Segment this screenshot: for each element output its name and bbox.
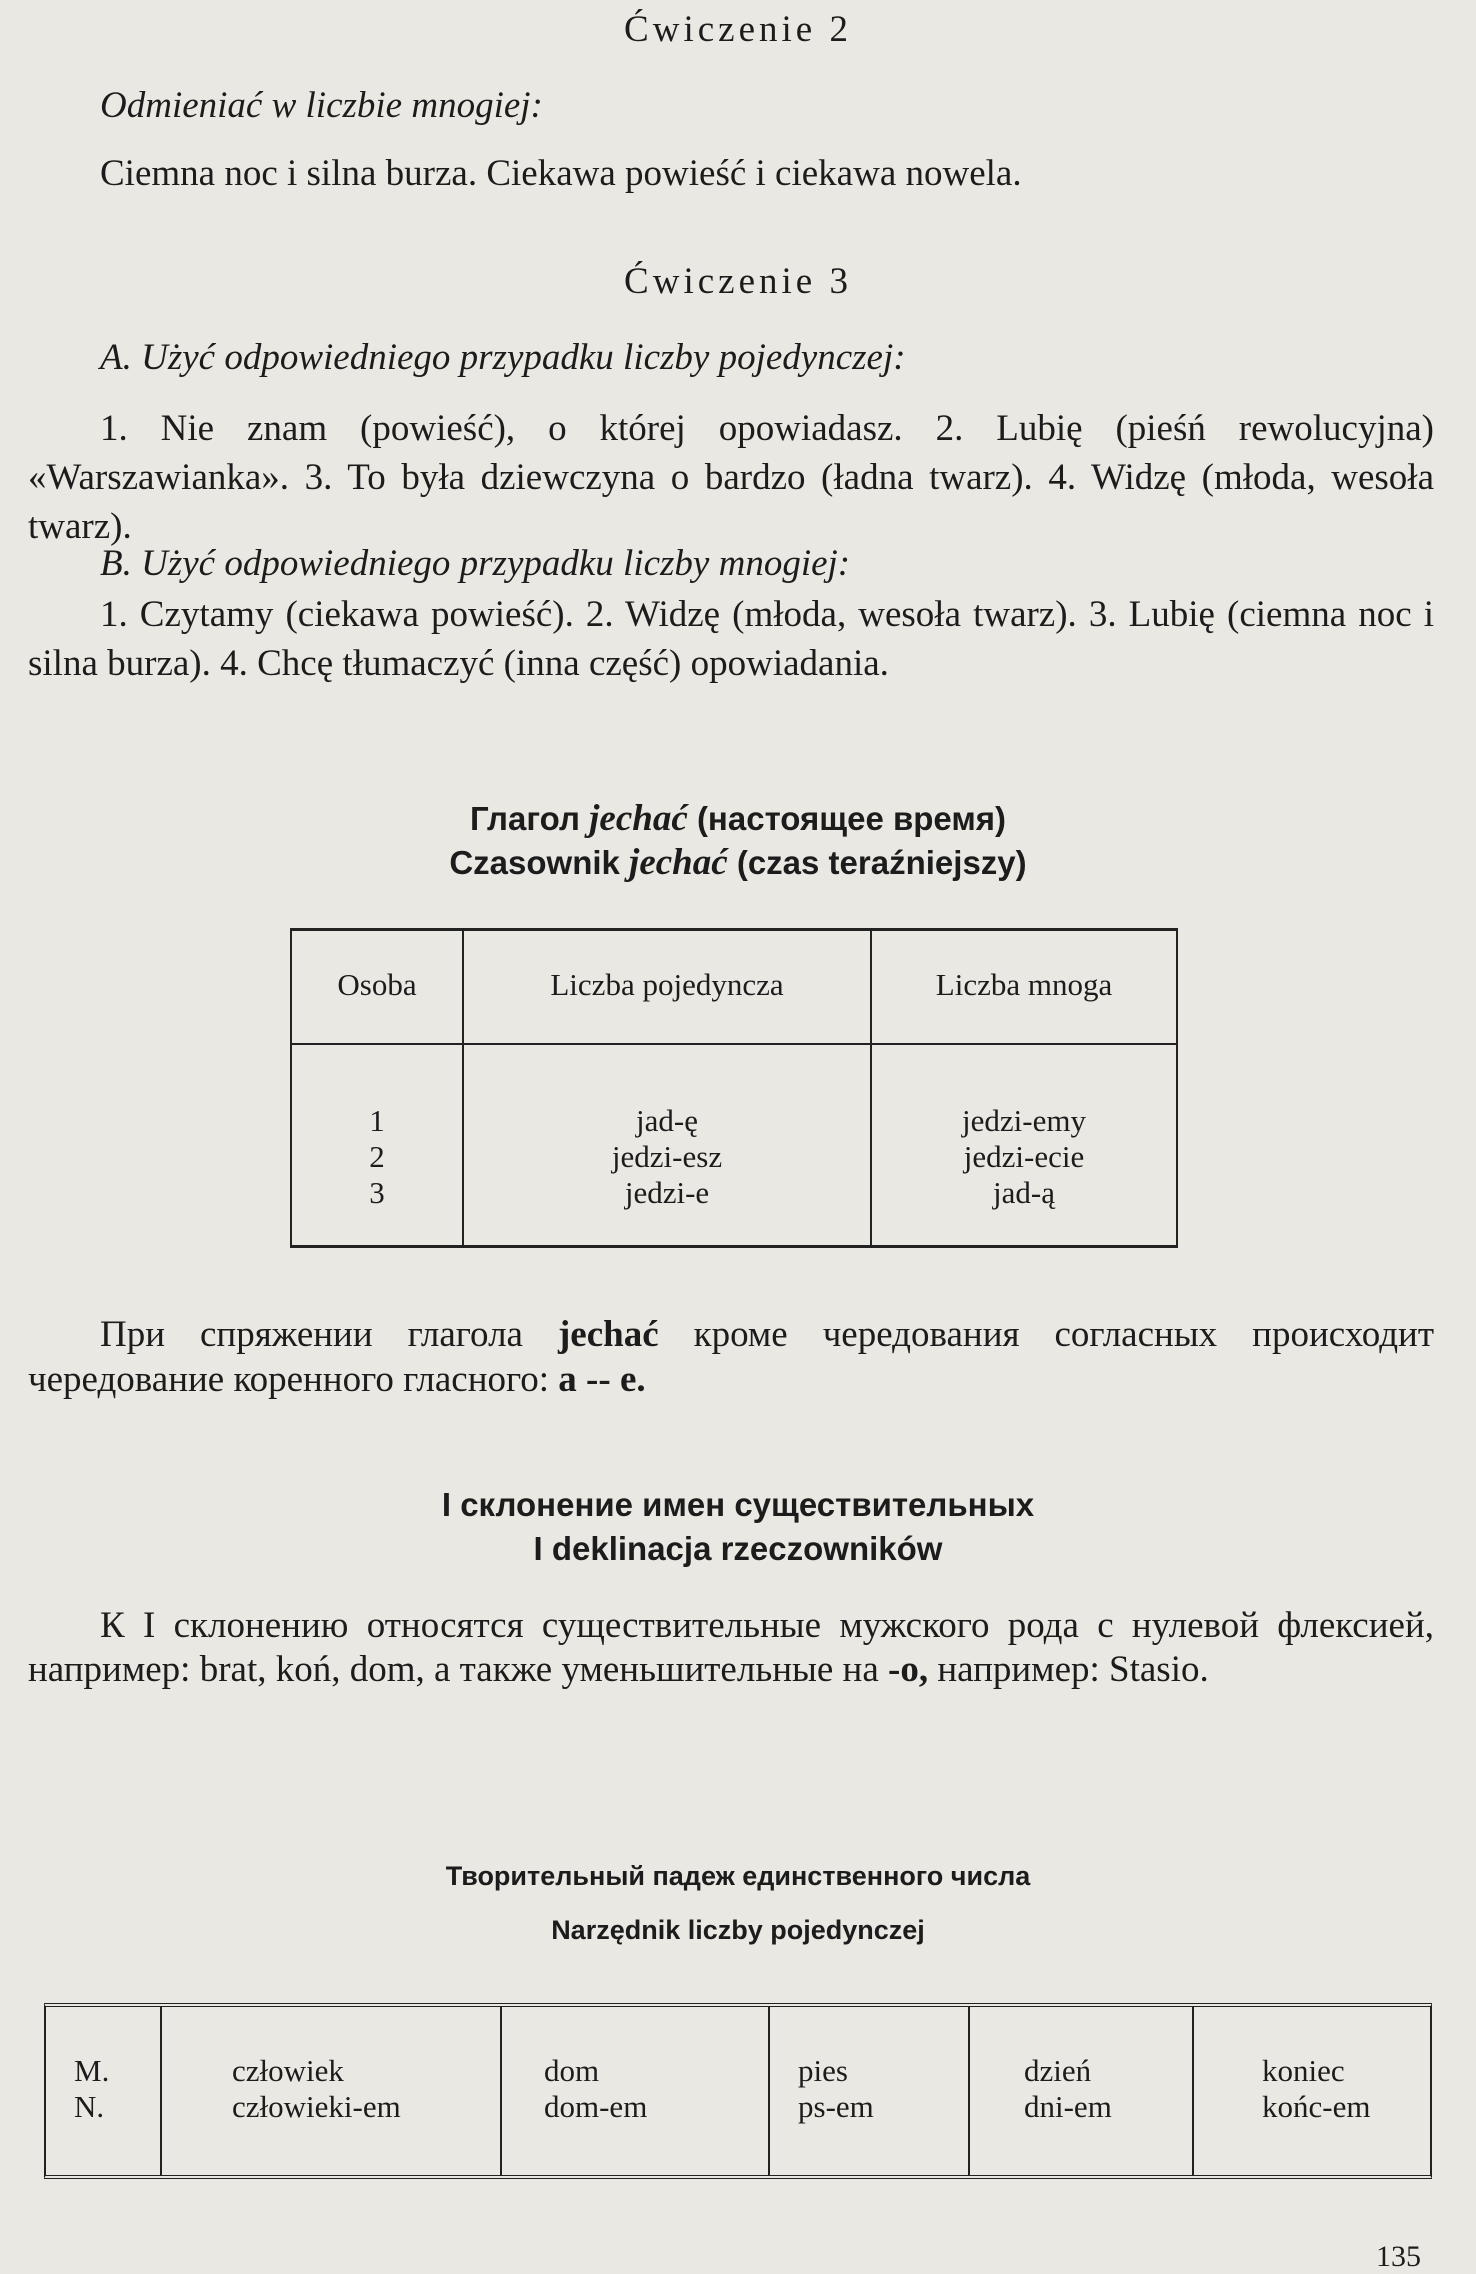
exercise-3a-instruction: A. Użyć odpowiedniego przypadku liczby pojedynczej: <box>100 337 906 378</box>
exercise-3b-instruction: B. Użyć odpowiedniego przypadku liczby mnogiej: <box>100 543 851 584</box>
column-dom: dom dom-em <box>544 2053 648 2124</box>
exercise-3a-text: 1. Nie znam (powieść), o której opowiadasz. 2. Lubię (pieśń rewolucyjna) «Warszawianka». 3. To była dziewczyna o bardzo (ładna twarz). 4. Widzę (młoda, wesoła twarz). <box>28 408 1434 547</box>
column-czlowiek: człowiek człowieki-em <box>232 2053 401 2124</box>
exercise-2-heading: Ćwiczenie 2 <box>624 9 852 50</box>
page-number: 135 <box>1376 2240 1421 2273</box>
declension-paragraph: К I склонению относятся существительные мужского рода с нулевой флексией, например: brat, koń, dom, а также уменьшительные на -o, например: Stasio. <box>28 1605 1434 1690</box>
instrumental-title-ru: Творительный падеж единственного числа <box>445 1861 1031 1891</box>
person-3: 3 <box>369 1175 385 1210</box>
declension-title-ru: I склонение имен существительных <box>441 1486 1035 1523</box>
column-koniec: koniec końc-em <box>1262 2053 1371 2124</box>
verb-title-ru: Глагол jechać (настоящее время) <box>469 798 1007 839</box>
singular-3: jedzi-e <box>624 1175 710 1210</box>
header-singular: Liczba pojedyncza <box>550 967 784 1002</box>
verb-title-pl: Czasownik jechać (czas teraźniejszy) <box>449 842 1027 883</box>
declension-title-pl: I deklinacja rzeczowników <box>533 1530 943 1567</box>
instrumental-table <box>44 2003 1432 2179</box>
exercise-3b-text: 1. Czytamy (ciekawa powieść). 2. Widzę (młoda, wesoła twarz). 3. Lubię (ciemna noc i silna burza). 4. Chcę tłumaczyć (inna część) opowiadania. <box>28 594 1434 684</box>
plural-1: jedzi-emy <box>962 1103 1086 1138</box>
case-labels: M. N. <box>74 2053 110 2124</box>
column-pies: pies ps-em <box>798 2053 874 2124</box>
plural-3: jad-ą <box>993 1175 1055 1210</box>
column-dzien: dzień dni-em <box>1024 2053 1112 2124</box>
header-plural: Liczba mnoga <box>935 967 1113 1002</box>
exercise-3-heading: Ćwiczenie 3 <box>624 261 852 302</box>
verb-note: При спряжении глагола jechać кроме чередования согласных происходит чередование коренного гласного: a -- e. <box>28 1314 1435 1400</box>
header-person: Osoba <box>337 967 417 1002</box>
singular-2: jedzi-esz <box>611 1139 723 1174</box>
conjugation-table <box>290 928 1178 1248</box>
person-1: 1 <box>369 1103 385 1138</box>
singular-1: jad-ę <box>636 1103 698 1138</box>
plural-2: jedzi-ecie <box>963 1139 1085 1174</box>
exercise-2-instruction: Odmieniać w liczbie mnogiej: <box>100 85 543 126</box>
exercise-2-text: Ciemna noc i silna burza. Ciekawa powieść i ciekawa nowela. <box>100 153 1022 194</box>
person-2: 2 <box>369 1139 385 1174</box>
instrumental-title-pl: Narzędnik liczby pojedynczej <box>551 1915 925 1945</box>
